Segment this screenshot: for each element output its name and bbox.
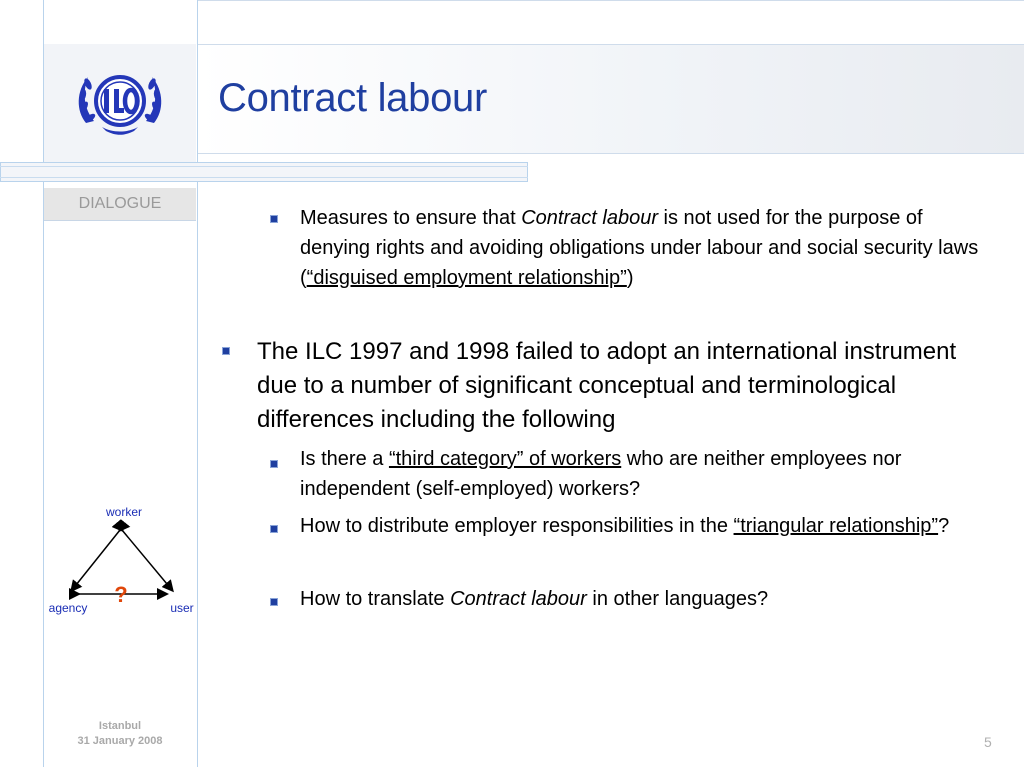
page-number: 5 — [984, 734, 992, 750]
underlined-term: “third category” of workers — [388, 448, 622, 470]
user-label: user — [170, 601, 194, 615]
bullet-translate — [300, 584, 980, 614]
ilo-emblem-icon — [72, 63, 168, 143]
slide-title: Contract labour — [218, 76, 487, 120]
agency-label: agency — [48, 601, 88, 615]
bullet-text: who are neither employees nor independent (self-employed) workers? — [300, 448, 902, 500]
bullet-marker — [270, 460, 278, 468]
bullet-marker — [222, 347, 230, 355]
horizontal-divider-inner — [0, 166, 528, 178]
bullet-third-category — [300, 444, 980, 504]
bullet-text: Measures to ensure that — [300, 207, 522, 229]
footer-date: 31 January 2008 — [77, 735, 163, 747]
bullet-text: ? — [938, 515, 950, 537]
user-worker-link — [122, 530, 172, 590]
top-border — [198, 0, 1024, 1]
underlined-term: “triangular relationship” — [733, 515, 939, 537]
bullet-triangular — [300, 511, 980, 541]
footer-city: Istanbul — [98, 720, 142, 732]
bullet-marker — [270, 215, 278, 223]
agency-worker-link — [72, 530, 120, 590]
question-mark: ? — [114, 582, 128, 607]
triangle-diagram — [44, 500, 200, 620]
bullet-marker — [270, 598, 278, 606]
section-label: DIALOGUE — [44, 188, 196, 221]
emphasis-contract-labour: Contract labour — [521, 207, 658, 229]
emphasis-contract-labour: Contract labour — [450, 588, 587, 610]
ilo-logo — [44, 44, 196, 162]
footer-location — [44, 719, 196, 749]
bullet-marker — [270, 525, 278, 533]
worker-label: worker — [105, 505, 143, 519]
bullet-text: How to translate — [300, 588, 451, 610]
bullet-text: is not used for the purpose of denying rights and avoiding obligations under labour and social security laws ( — [300, 207, 979, 289]
bullet-measures — [300, 203, 980, 293]
bullet-text: in other languages? — [586, 588, 769, 610]
bullet-ilc: The ILC 1997 and 1998 failed to adopt an international instrument due to a number of significant conceptual and terminological differences including the following — [257, 338, 957, 433]
bullet-text: Is there a — [300, 448, 389, 470]
bullet-text: How to distribute employer responsibilities in the — [300, 515, 734, 537]
bullet-text: ) — [626, 267, 634, 289]
underlined-term: “disguised employment relationship” — [306, 267, 627, 289]
